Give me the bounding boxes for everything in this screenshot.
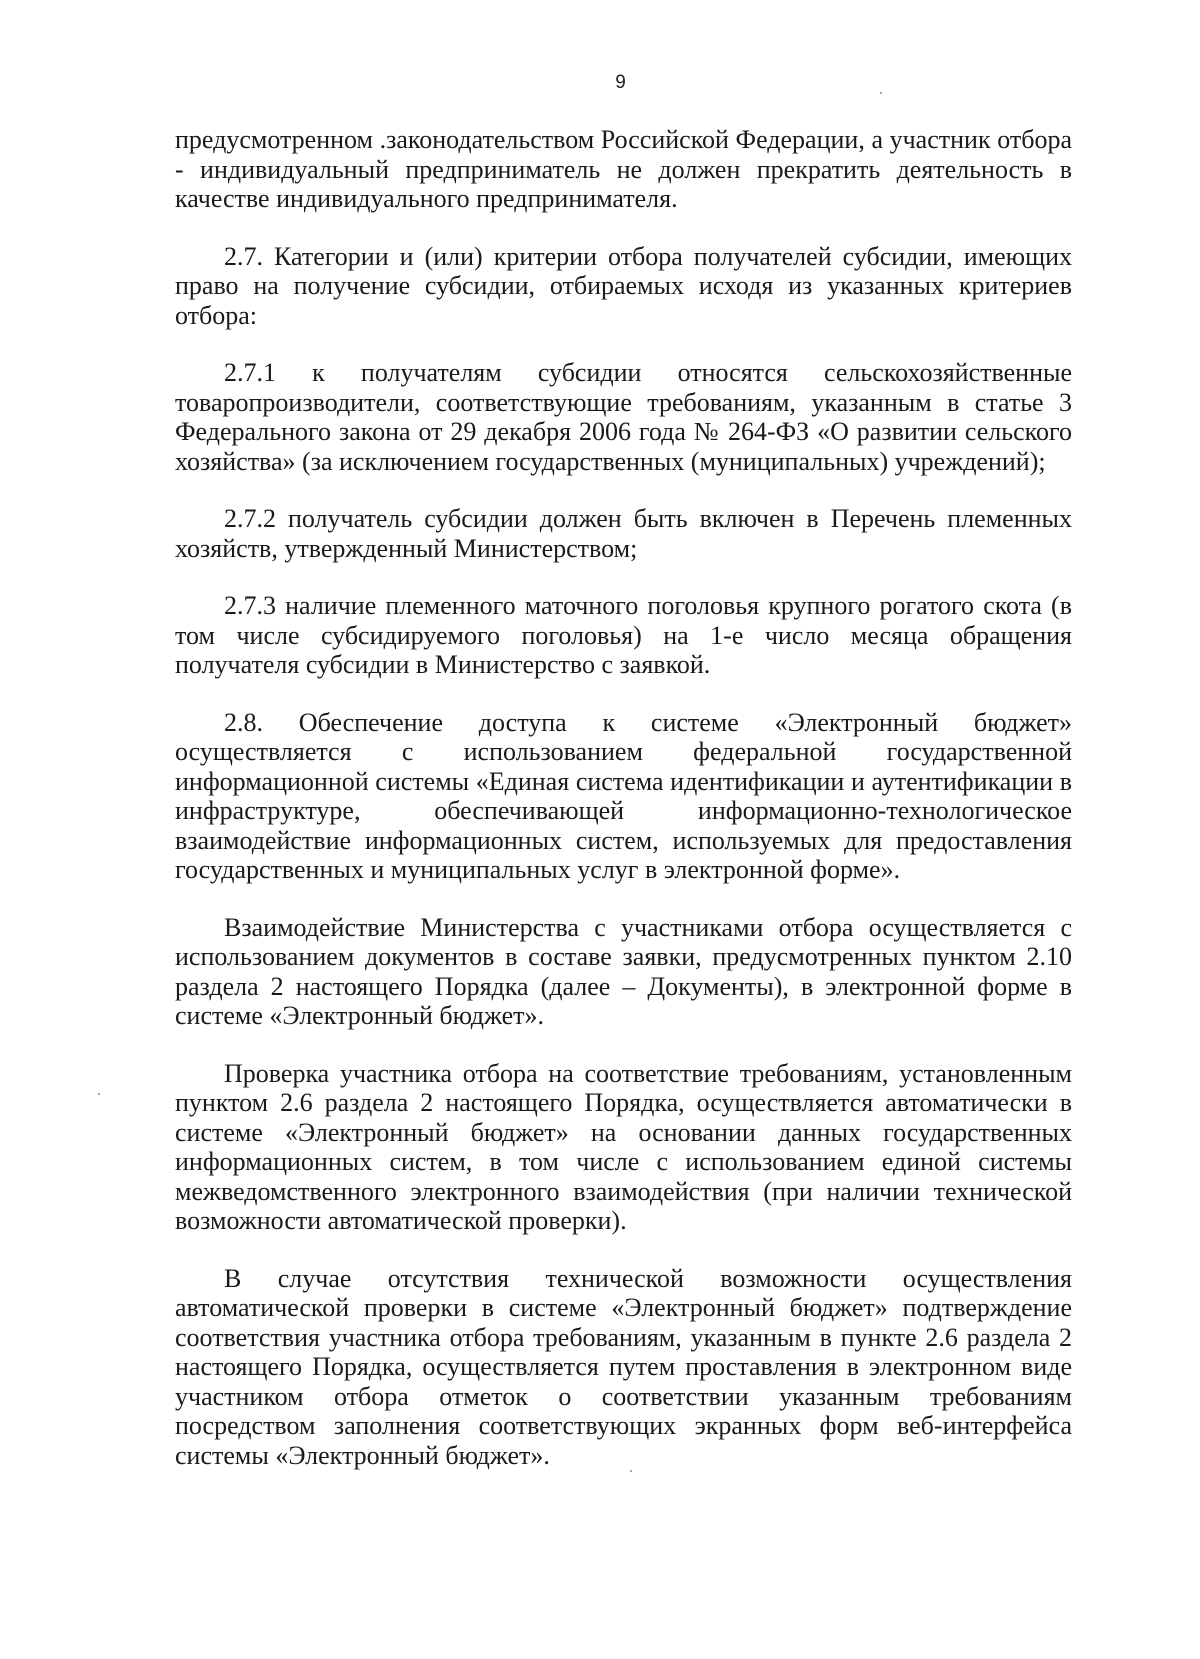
document-body (175, 125, 1072, 1470)
paragraph-verification: Проверка участника отбора на соответствие требованиям, установленным пунктом 2.6 раздела 2 настоящего Порядка, осуществляется автоматически в системе «Электронный бюджет» на основании данных государственных информационных систем, в том числе с использованием единой системы межведомственного электронного взаимодействия (при наличии технической возможности автоматической проверки). (175, 1058, 1072, 1235)
paragraph-2-7-1: 2.7.1 к получателям субсидии относятся сельскохозяйственные товаропроизводители, соответствующие требованиям, указанным в статье 3 Федерального закона от 29 декабря 2006 года № 264-ФЗ «О развитии сельского хозяйства» (за исключением государственных (муниципальных) учреждений); (175, 358, 1072, 476)
page-number: 9 (615, 72, 626, 93)
scan-speck (630, 1470, 632, 1472)
paragraph-interaction: Взаимодействие Министерства с участниками отбора осуществляется с использованием документов в составе заявки, предусмотренных пунктом 2.10 раздела 2 настоящего Порядка (далее – Документы), в электронной форме в системе «Электронный бюджет». (175, 912, 1072, 1030)
paragraph-2-7-2: 2.7.2 получатель субсидии должен быть включен в Перечень племенных хозяйств, утвержденный Министерством; (175, 504, 1072, 563)
paragraph-manual-confirmation: В случае отсутствия технической возможности осуществления автоматической проверки в системе «Электронный бюджет» подтверждение соответствия участника отбора требованиям, указанным в пункте 2.6 раздела 2 настоящего Порядка, осуществляется путем проставления в электронном виде участником отбора отметок о соответствии указанным требованиям посредством заполнения соответствующих экранных форм веб-интерфейса системы «Электронный бюджет». (175, 1263, 1072, 1470)
paragraph-2-7: 2.7. Категории и (или) критерии отбора получателей субсидии, имеющих право на получение субсидии, отбираемых исходя из указанных критериев отбора: (175, 241, 1072, 330)
paragraph-2-7-3: 2.7.3 наличие племенного маточного поголовья крупного рогатого скота (в том числе субсидируемого поголовья) на 1-е число месяца обращения получателя субсидии в Министерство с заявкой. (175, 591, 1072, 679)
scan-speck (98, 1093, 100, 1095)
scan-speck (880, 92, 882, 94)
paragraph-continuation: предусмотренном .законодательством Российской Федерации, а участник отбора - индивидуальный предприниматель не должен прекратить деятельность в качестве индивидуального предпринимателя. (175, 125, 1072, 213)
paragraph-2-8: 2.8. Обеспечение доступа к системе «Электронный бюджет» осуществляется с использованием федеральной государственной информационной системы «Единая система идентификации и аутентификации в инфраструктуре, обеспечивающей информационно-технологическое взаимодействие информационных систем, используемых для предоставления государственных и муниципальных услуг в электронной форме». (175, 707, 1072, 884)
